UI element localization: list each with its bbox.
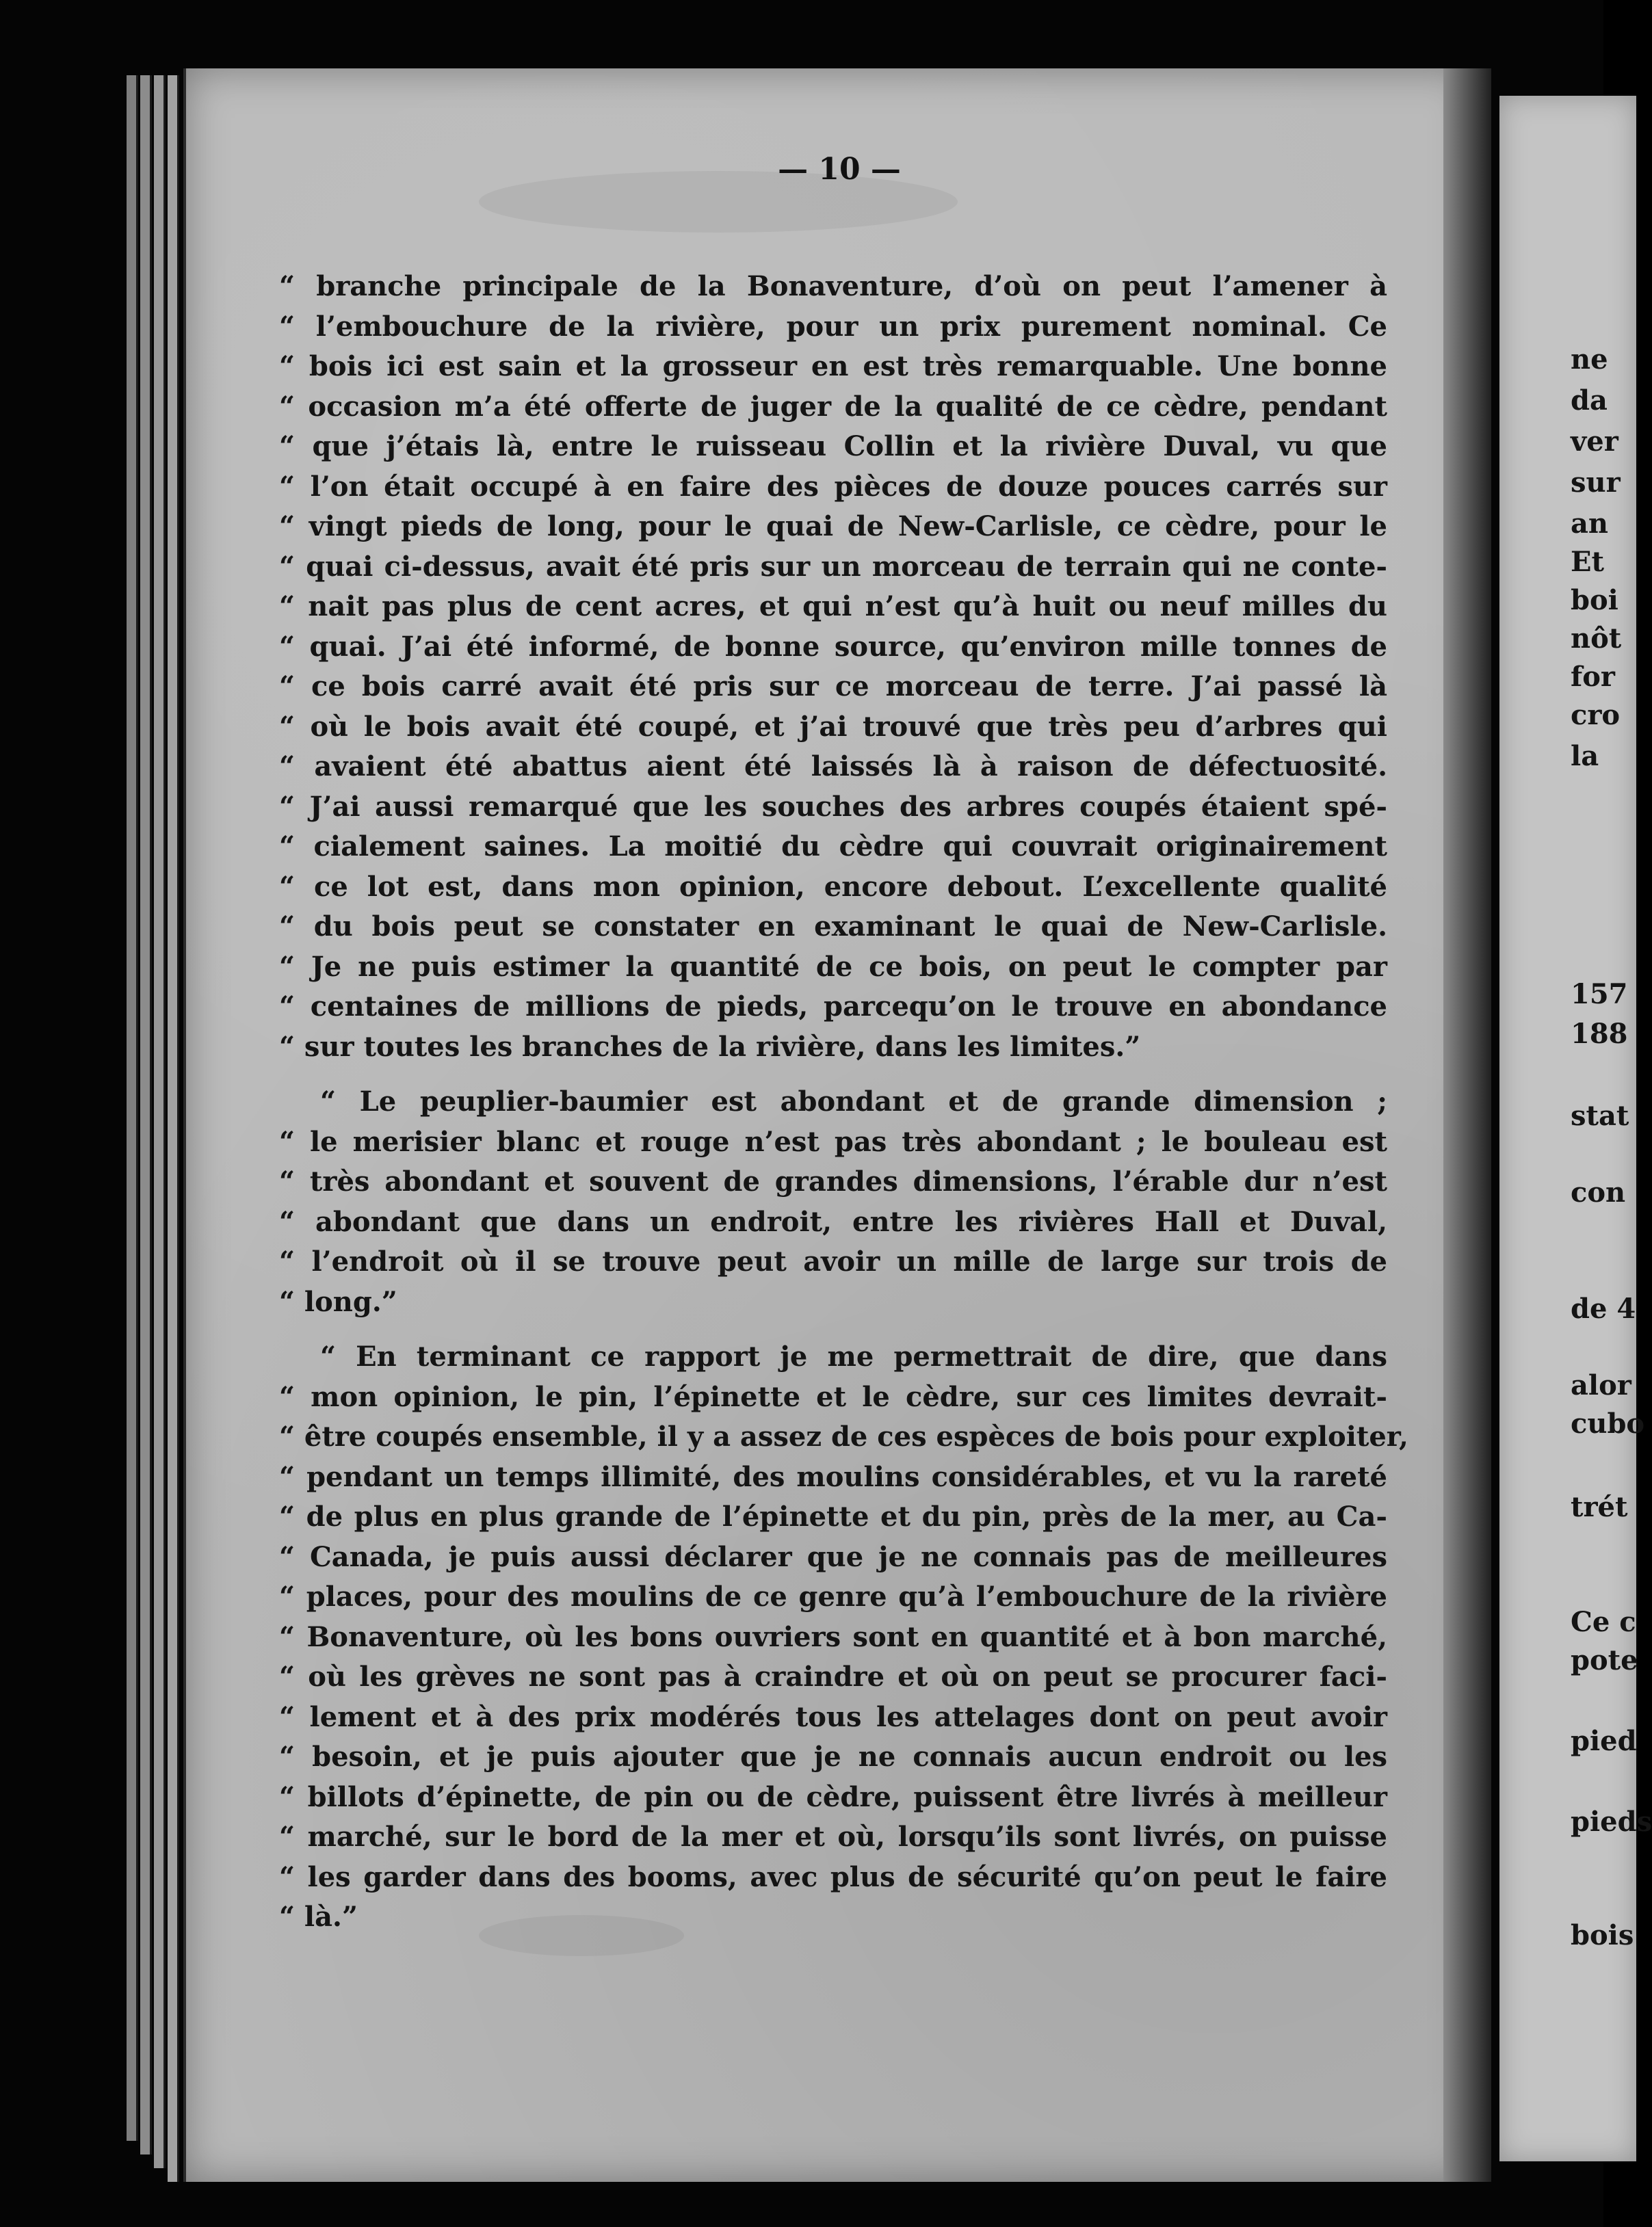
text-line: “ Bonaventure, où les bons ouvriers sont en quantité et à bon marché, [279,1620,1387,1653]
next-page-text: ne [1571,343,1608,375]
text-line: “ centaines de millions de pieds, parcequ’on le trouve en abondance [279,990,1387,1023]
next-page-text: pote [1571,1644,1638,1676]
next-page-text: boi [1571,584,1618,616]
next-page-text: da [1571,384,1608,417]
text-line: “ Le peuplier-baumier est abondant et de grande dimension ; [320,1085,1387,1118]
text-line: “ quai. J’ai été informé, de bonne source, qu’environ mille tonnes de [279,630,1387,663]
text-line: “ ce lot est, dans mon opinion, encore debout. L’excellente qualité [279,870,1387,903]
next-page-text: de 4 [1571,1293,1636,1325]
page-edge [154,75,166,2168]
next-page-text: cubo [1571,1408,1645,1440]
next-page-text: alor [1571,1369,1631,1401]
text-line: “ billots d’épinette, de pin ou de cèdre, puissent être livrés à meilleur [279,1780,1387,1813]
next-page-text: nôt [1571,622,1622,655]
next-page-text: con [1571,1176,1626,1209]
next-page-text: 188 [1571,1018,1628,1050]
text-line: “ abondant que dans un endroit, entre les rivières Hall et Duval, [279,1205,1387,1238]
text-line: “ Je ne puis estimer la quantité de ce bois, on peut le compter par [279,950,1387,983]
next-page-text: stat [1571,1100,1629,1132]
next-page-text: la [1571,740,1599,772]
next-page-text: cro [1571,699,1621,731]
next-page-text: pieds [1571,1806,1652,1838]
text-line: “ lement et à des prix modérés tous les attelages dont on peut avoir [279,1700,1387,1733]
text-line: “ En terminant ce rapport je me permettrait de dire, que dans [320,1341,1387,1373]
text-line: “ pendant un temps illimité, des moulins considérables, et vu la rareté [279,1460,1387,1493]
text-line: “ être coupés ensemble, il y a assez de ces espèces de bois pour exploiter, [279,1421,1408,1453]
text-line: “ mon opinion, le pin, l’épinette et le cèdre, sur ces limites devrait- [279,1380,1387,1413]
text-line: “ marché, sur le bord de la mer et où, lorsqu’ils sont livrés, on puisse [279,1821,1387,1853]
text-line: “ bois ici est sain et la grosseur en est très remarquable. Une bonne [279,350,1387,382]
next-page-text: pied [1571,1725,1637,1757]
text-line: “ Canada, je puis aussi déclarer que je ne connais pas de meilleures [279,1540,1387,1573]
text-line: “ ce bois carré avait été pris sur ce morceau de terre. J’ai passé là [279,670,1387,702]
text-line: “ l’endroit où il se trouve peut avoir un mille de large sur trois de [279,1246,1387,1278]
page-edge [140,75,152,2154]
text-line: “ le merisier blanc et rouge n’est pas très abondant ; le bouleau est [279,1125,1387,1158]
page-edge [168,75,179,2182]
next-page-text: ver [1571,425,1618,458]
text-line: “ avaient été abattus aient été laissés là à raison de défectuosité. [279,750,1387,782]
next-page-text: Et [1571,546,1604,578]
text-line: “ très abondant et souvent de grandes dimensions, l’érable dur n’est [279,1165,1387,1198]
text-line: “ long.” [279,1285,397,1318]
text-line: “ là.” [279,1901,358,1933]
next-page-text: sur [1571,466,1621,499]
text-line: “ vingt pieds de long, pour le quai de New-Carlisle, ce cèdre, pour le [279,510,1387,542]
text-line: “ cialement saines. La moitié du cèdre qui couvrait originairement [279,830,1387,862]
text-line: “ que j’étais là, entre le ruisseau Collin et la rivière Duval, vu que [279,430,1387,462]
text-line: “ J’ai aussi remarqué que les souches des arbres coupés étaient spé- [279,790,1387,823]
next-page-text: trét [1571,1491,1628,1523]
text-line: “ besoin, et je puis ajouter que je ne connais aucun endroit ou les [279,1741,1387,1773]
next-page-text: 157 [1571,978,1628,1010]
text-line: “ quai ci-dessus, avait été pris sur un morceau de terrain qui ne conte- [279,550,1387,583]
page-edge [127,75,138,2141]
page-number: — 10 — [778,152,901,187]
text-line: “ branche principale de la Bonaventure, d’où on peut l’amener à [279,270,1387,302]
text-line: “ les garder dans des booms, avec plus de sécurité qu’on peut le faire [279,1860,1387,1893]
text-line: “ de plus en plus grande de l’épinette et du pin, près de la mer, au Ca- [279,1501,1387,1533]
next-page-text: for [1571,661,1615,693]
page-gutter-shadow [1443,68,1491,2182]
text-line: “ sur toutes les branches de la rivière, dans les limites.” [279,1030,1141,1063]
text-line: “ l’on était occupé à en faire des pièces de douze pouces carrés sur [279,470,1387,503]
next-page-text: Ce c [1571,1606,1636,1638]
text-line: “ du bois peut se constater en examinant le quai de New-Carlisle. [279,910,1387,943]
body-text [279,267,1408,1938]
text-line: “ nait pas plus de cent acres, et qui n’est qu’à huit ou neuf milles du [279,590,1387,622]
text-line: “ l’embouchure de la rivière, pour un prix purement nominal. Ce [279,310,1387,343]
text-line: “ places, pour des moulins de ce genre qu’à l’embouchure de la rivière [279,1581,1387,1613]
next-page-text: bois [1571,1919,1634,1951]
next-page-text: an [1571,508,1608,540]
text-line: “ où les grèves ne sont pas à craindre et où on peut se procurer faci- [279,1661,1387,1693]
text-line: “ occasion m’a été offerte de juger de la qualité de ce cèdre, pendant [279,390,1387,423]
text-line: “ où le bois avait été coupé, et j’ai trouvé que très peu d’arbres qui [279,710,1387,743]
